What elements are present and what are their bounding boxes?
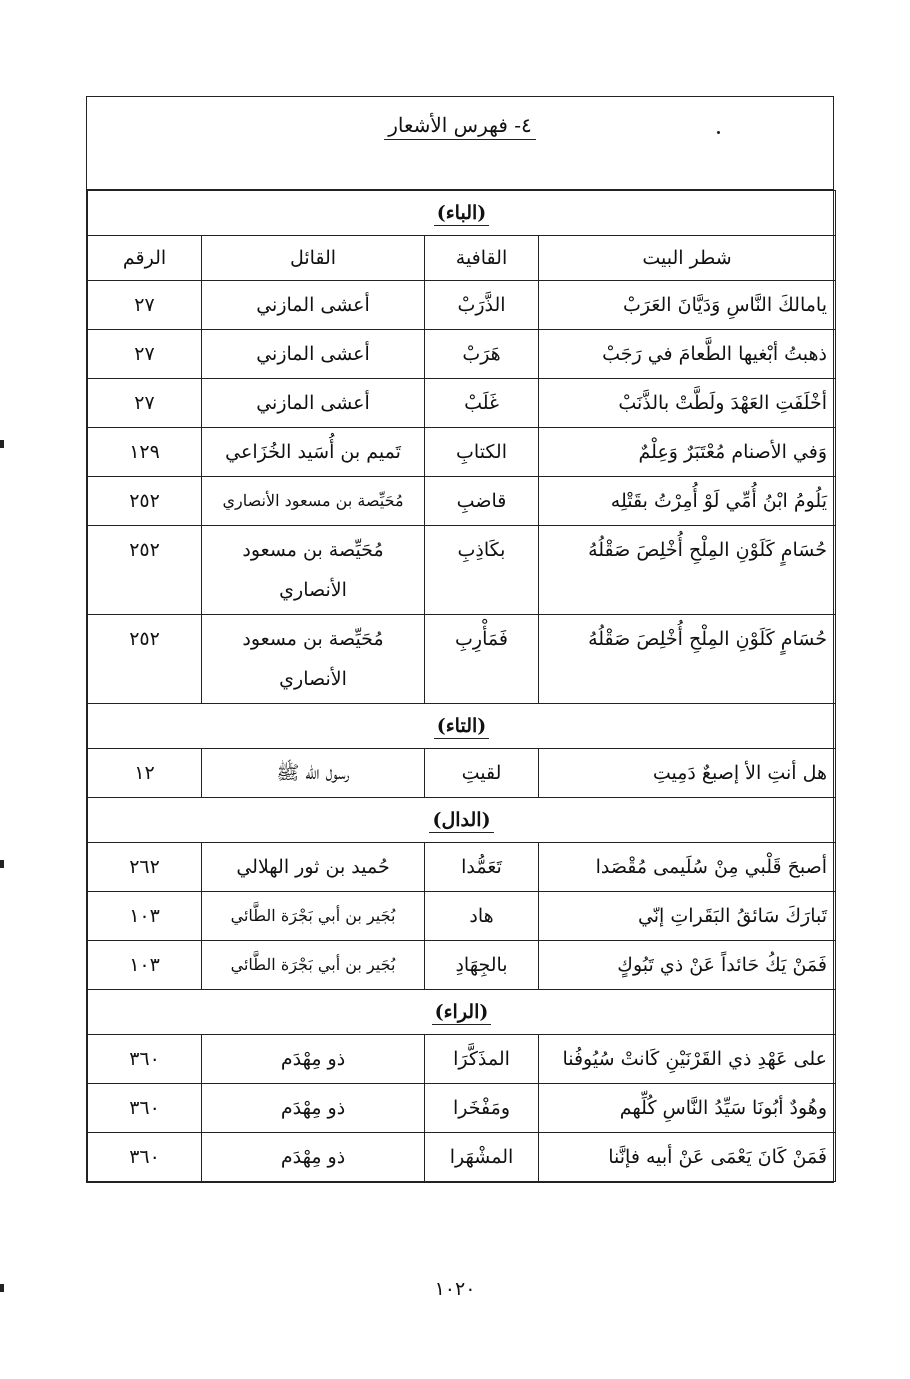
table-row — [88, 1035, 836, 1084]
section-heading-text: (الباء) — [434, 202, 490, 226]
rhyme-cell: المشْهَرا — [425, 1133, 539, 1182]
number-cell: ٢٥٢ — [88, 615, 202, 704]
verse-cell: فَمَنْ يَكُ حَائداً عَنْ ذي تَبُوكٍ — [539, 941, 836, 990]
ink-dot — [717, 131, 720, 134]
section-heading — [88, 798, 836, 843]
table-row — [88, 615, 836, 704]
poet-cell: بُجَير بن أبي بَجْرَة الطَّائي — [202, 892, 425, 941]
page-number: ١٠٢٠ — [434, 1278, 476, 1300]
number-cell: ٣٦٠ — [88, 1035, 202, 1084]
verse-cell: أصبحَ قَلْبي مِنْ سُلَيمى مُقْصَدا — [539, 843, 836, 892]
verse-cell: على عَهْدِ ذي القَرْنَيْنِ كَانتْ سُيُوفُنا — [539, 1035, 836, 1084]
rhyme-cell: هَرَبْ — [425, 330, 539, 379]
verse-cell: وَفي الأصنام مُعْتَبَرٌ وَعِلْمٌ — [539, 428, 836, 477]
page-title — [87, 113, 833, 137]
number-cell: ٣٦٠ — [88, 1084, 202, 1133]
section-row — [88, 704, 836, 749]
rhyme-cell: الذَّرَبْ — [425, 281, 539, 330]
table-row — [88, 892, 836, 941]
table-row — [88, 428, 836, 477]
section-heading — [88, 704, 836, 749]
page-title-text: ٤- فهرس الأشعار — [384, 113, 536, 140]
rhyme-cell: المذَكَّرَا — [425, 1035, 539, 1084]
header-verse: شطر البيت — [539, 236, 836, 281]
table-row — [88, 1133, 836, 1182]
verse-cell: ذهبتُ أبْغيها الطَّعامَ في رَجَبْ — [539, 330, 836, 379]
table-row — [88, 477, 836, 526]
table-row — [88, 1084, 836, 1133]
table-row — [88, 526, 836, 615]
index-frame — [86, 96, 834, 1183]
table-row — [88, 330, 836, 379]
table-row — [88, 379, 836, 428]
verse-cell: هل أنتِ الأ إصبعٌ دَمِيتِ — [539, 749, 836, 798]
poet-cell: مُحَيِّصة بن مسعود الأنصاري — [202, 477, 425, 526]
section-heading-text: (الراء) — [432, 1001, 492, 1025]
header-rhyme: القافية — [425, 236, 539, 281]
poet-cell: بُجَير بن أبي بَجْرَة الطَّائي — [202, 941, 425, 990]
number-cell: ٢٧ — [88, 281, 202, 330]
number-cell: ١٢٩ — [88, 428, 202, 477]
poet-cell: أعشى المازني — [202, 281, 425, 330]
number-cell: ٢٥٢ — [88, 526, 202, 615]
rhyme-cell: لقيتِ — [425, 749, 539, 798]
rhyme-cell: تَعَمُّدا — [425, 843, 539, 892]
section-row — [88, 990, 836, 1035]
verse-cell: يَلُومُ ابْنُ أُمِّي لَوْ أُمِرْتُ بقَتْلِه — [539, 477, 836, 526]
scan-edge-mark — [0, 860, 4, 868]
number-cell: ١٠٣ — [88, 941, 202, 990]
rhyme-cell: غَلَبْ — [425, 379, 539, 428]
rhyme-cell: قاضبِ — [425, 477, 539, 526]
poet-cell: حُميد بن ثور الهلالي — [202, 843, 425, 892]
number-cell: ١٢ — [88, 749, 202, 798]
verse-cell: فَمَنْ كَانَ يَعْمَى عَنْ أبيه فإنَّنا — [539, 1133, 836, 1182]
scan-edge-mark — [0, 440, 4, 448]
verse-cell: يامالكَ النَّاسِ وَدَيَّانَ العَرَبْ — [539, 281, 836, 330]
rhyme-cell: بالجِهَادِ — [425, 941, 539, 990]
poet-cell: ذو مِهْدَم — [202, 1133, 425, 1182]
rhyme-cell: فَمَأْرِبِ — [425, 615, 539, 704]
table-row — [88, 749, 836, 798]
section-heading — [88, 191, 836, 236]
poet-cell: مُحَيِّصة بن مسعود الأنصاري — [202, 615, 425, 704]
poet-cell: رسول الله ﷺ — [202, 749, 425, 798]
table-body — [88, 191, 836, 1182]
number-cell: ٢٧ — [88, 330, 202, 379]
verse-cell: حُسَامٍ كَلَوْنِ المِلْحِ أُخْلِصَ صَقْلُهُ — [539, 615, 836, 704]
rhyme-cell: ومَفْخَرا — [425, 1084, 539, 1133]
table-row — [88, 941, 836, 990]
section-heading-text: (التاء) — [434, 715, 490, 739]
poet-cell: ذو مِهْدَم — [202, 1084, 425, 1133]
verse-cell: وهُودٌ أبُونَا سَيِّدُ النَّاسِ كُلِّهم — [539, 1084, 836, 1133]
section-heading — [88, 990, 836, 1035]
verse-cell: حُسَامٍ كَلَوْنِ المِلْحِ أُخْلِصَ صَقْلُهُ — [539, 526, 836, 615]
poet-cell: تَميم بن أُسَيد الخُزَاعي — [202, 428, 425, 477]
poet-cell: أعشى المازني — [202, 379, 425, 428]
rhyme-cell: بكَاذِبِ — [425, 526, 539, 615]
poet-cell: مُحَيِّصة بن مسعود الأنصاري — [202, 526, 425, 615]
number-cell: ٢٥٢ — [88, 477, 202, 526]
header-poet: القائل — [202, 236, 425, 281]
header-number: الرقم — [88, 236, 202, 281]
number-cell: ١٠٣ — [88, 892, 202, 941]
number-cell: ٣٦٠ — [88, 1133, 202, 1182]
poet-cell: ذو مِهْدَم — [202, 1035, 425, 1084]
number-cell: ٢٧ — [88, 379, 202, 428]
section-row — [88, 191, 836, 236]
section-row — [88, 798, 836, 843]
table-row — [88, 843, 836, 892]
header-row — [88, 236, 836, 281]
section-heading-text: (الدال) — [429, 809, 493, 833]
rhyme-cell: هاد — [425, 892, 539, 941]
number-cell: ٢٦٢ — [88, 843, 202, 892]
verse-cell: تَبارَكَ سَائقُ البَقَراتِ إنّي — [539, 892, 836, 941]
verse-index-table — [87, 190, 836, 1182]
rhyme-cell: الكتابِ — [425, 428, 539, 477]
verse-cell: أخْلَفَتِ العَهْدَ ولَطَّتْ بالذَّنَبْ — [539, 379, 836, 428]
table-row — [88, 281, 836, 330]
title-block — [87, 97, 833, 190]
poet-cell: أعشى المازني — [202, 330, 425, 379]
